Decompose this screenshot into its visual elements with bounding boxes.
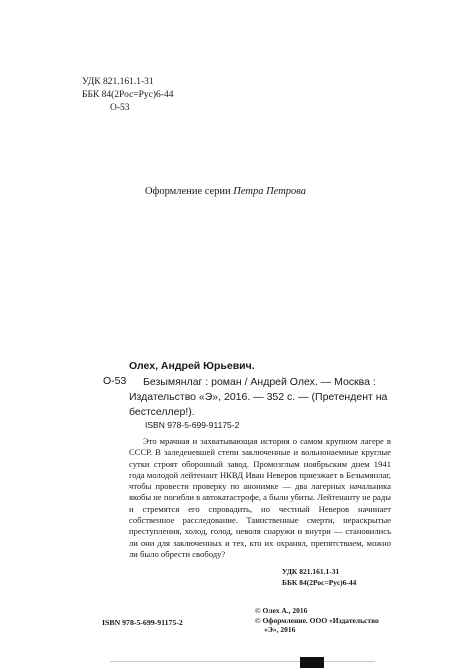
author-heading: Олех, Андрей Юрьевич.: [129, 360, 255, 372]
series-credit-prefix: Оформление серии: [144, 186, 231, 197]
series-designer-name: Петра Петрова: [233, 186, 307, 197]
series-design-credit: [0, 186, 451, 197]
udk-code-bottom: УДК 821.161.1-31: [282, 567, 340, 576]
page-divider: [110, 661, 375, 662]
annotation: [129, 436, 391, 560]
catalog-codes-bottom: [282, 566, 356, 588]
bbk-code-bottom: ББК 84(2Рос=Рус)6-44: [282, 578, 357, 587]
copyright-block: [255, 606, 379, 635]
catalog-codes: [82, 76, 173, 115]
bbk-code: ББК 84(2Рос=Рус)6-44: [82, 90, 174, 100]
bibliographic-record: [129, 375, 391, 420]
barcode-fragment: [300, 657, 324, 668]
copyright-publisher: © Оформление. ООО «Издательство: [255, 615, 379, 625]
bibliographic-text: Безымянлаг : роман / Андрей Олех. — Москва : Издательство «Э», 2016. — 352 с. — (Претендент на бестселлер!).: [129, 376, 388, 418]
author-mark-code: О-53: [110, 103, 130, 113]
annotation-text: Это мрачная и захватывающая история о самом крупном лагере в СССР. В заледеневшей степи заключенные и вольнонаемные круглые сутки строят оборонный завод. Промозглым ноябрьским днем 1941 года молодой лейтенант НКВД Иван Неверов приезжает в Безымянлаг, чтобы провести проверку по анонимке — два лагерных начальника якобы не погибли в автокатастрофе, а были убиты. Лейтенанту не рады и стремятся его спровадить, но честный Неверов начинает собственное расследование. Таинственные смерти, нераскрытые преступления, холод, голод, неволя снаружи и внутри — становились ли они для заключенных и тех, кто их охранял, препятствием, можно ли было обрести свободу?: [129, 436, 391, 559]
copyright-author: © Олех А., 2016: [255, 606, 308, 615]
isbn-main: ISBN 978-5-699-91175-2: [145, 420, 240, 430]
copyright-publisher-cont: «Э», 2016: [264, 625, 296, 634]
udk-code: УДК 821.161.1-31: [82, 77, 154, 87]
isbn-bottom: ISBN 978-5-699-91175-2: [102, 618, 183, 627]
author-mark: О-53: [103, 375, 127, 387]
